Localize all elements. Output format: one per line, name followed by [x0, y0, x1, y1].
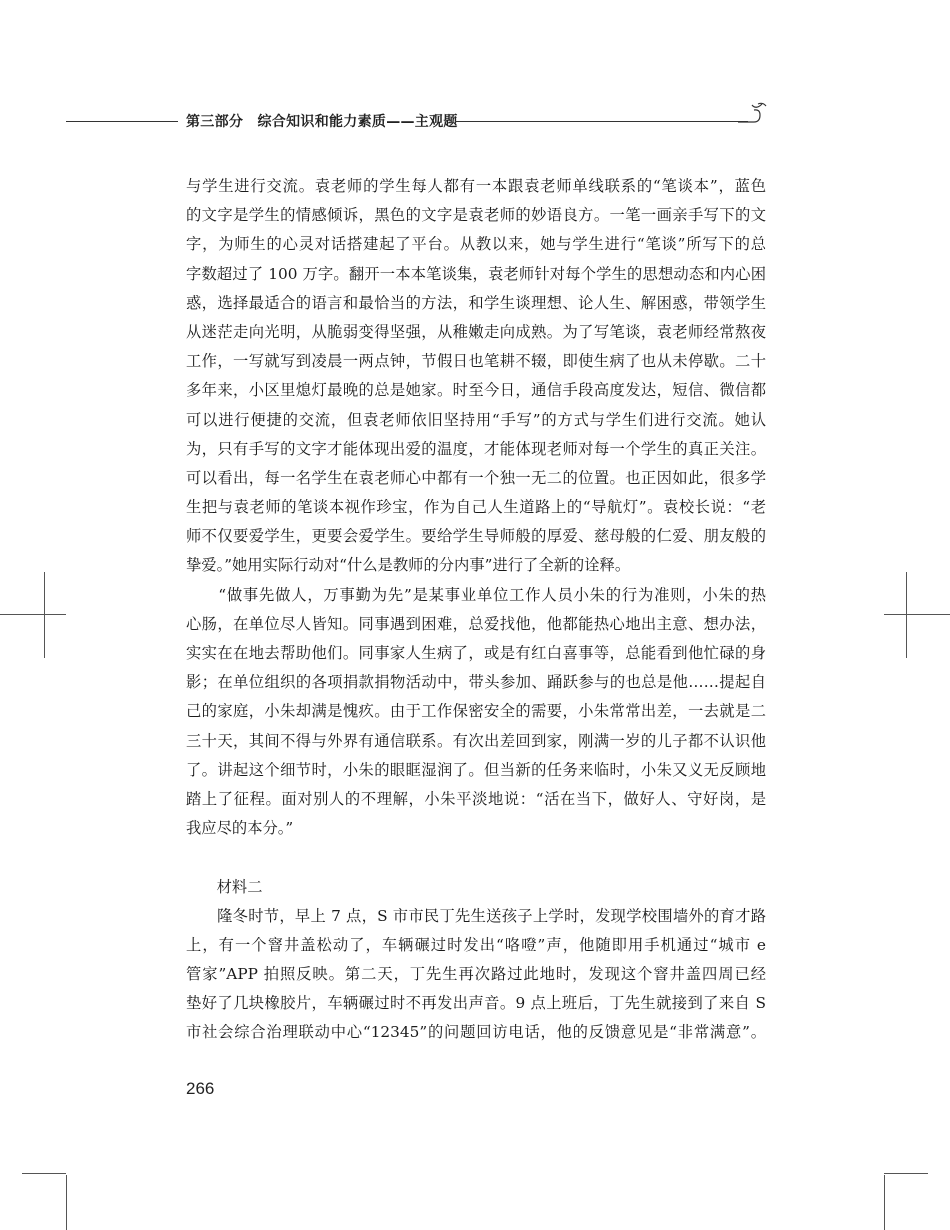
- text-line: 上，有一个窨井盖松动了，车辆碾过时发出“咯噔”声，他随即用手机通过“城市 e: [186, 935, 766, 954]
- text-line: 心肠，在单位尽人皆知。同事遇到困难，总爱找他，他都能热心地出主意、想办法，: [186, 614, 766, 633]
- text-line: 了。讲起这个细节时，小朱的眼眶湿润了。但当新的任务来临时，小朱又义无反顾地: [186, 760, 766, 779]
- text-line: 生把与袁老师的笔谈本视作珍宝，作为自己人生道路上的“导航灯”。袁校长说：“老: [186, 498, 766, 517]
- text-line: 管家”APP 拍照反映。第二天，丁先生再次路过此地时，发现这个窨井盖四周已经: [186, 965, 766, 984]
- page-number: 266: [186, 1079, 215, 1098]
- text-line: 工作，一写就写到凌晨一两点钟，节假日也笔耕不辍，即使生病了也从未停歇。二十: [186, 352, 766, 371]
- text-line: 惑，选择最适合的语言和最恰当的方法，和学生谈理想、论人生、解困惑，带领学生: [186, 293, 766, 312]
- text-line: 可以看出，每一名学生在袁老师心中都有一个独一无二的位置。也正因如此，很多学: [186, 468, 766, 487]
- crop-mark-left-horizontal: [0, 614, 66, 615]
- text-line: 字数超过了 100 万字。翻开一本本笔谈集，袁老师针对每个学生的思想动态和内心困: [186, 264, 766, 283]
- text-line: 影；在单位组织的各项捐款捐物活动中，带头参加、踊跃参与的也总是他……提起自: [186, 673, 766, 692]
- text-line: 实实在在地去帮助他们。同事家人生病了，或是有红白喜事等，总能看到他忙碌的身: [186, 644, 766, 662]
- text-line: 己的家庭，小朱却满是愧疚。由于工作保密安全的需要，小朱常常出差，一去就是二: [186, 702, 766, 721]
- crop-mark-bottom-right: [884, 1173, 928, 1174]
- header-rule-right: [455, 121, 748, 122]
- text-line: 三十天，其间不得与外界有通信联系。有次出差回到家，刚满一岁的儿子都不认识他: [186, 731, 766, 750]
- body-text: [186, 172, 766, 1048]
- header-ornament-icon: [738, 100, 768, 126]
- text-line: 多年来，小区里熄灯最晚的总是她家。时至今日，通信手段高度发达，短信、微信都: [186, 381, 766, 400]
- text-line: 与学生进行交流。袁老师的学生每人都有一本跟袁老师单线联系的“笔谈本”，蓝色: [186, 177, 766, 195]
- section-heading: 材料二: [186, 877, 263, 896]
- running-header-title: 第三部分 综合知识和能力素质——主观题: [186, 114, 458, 130]
- crop-mark-bottom-right-tick: [884, 1175, 885, 1230]
- text-line: 师不仅要爱学生，更要会爱学生。要给学生导师般的厚爱、慈母般的仁爱、朋友般的: [186, 527, 766, 546]
- text-line: 可以进行便捷的交流，但袁老师依旧坚持用“手写”的方式与学生们进行交流。她认: [186, 410, 766, 429]
- crop-mark-right-vertical: [906, 572, 907, 658]
- paragraph-spacer: [186, 843, 766, 872]
- crop-mark-right-horizontal: [884, 614, 950, 615]
- text-line: 踏上了征程。面对别人的不理解，小朱平淡地说：“活在当下，做好人、守好岗，是: [186, 789, 766, 808]
- header-rule-left: [66, 121, 178, 122]
- text-line: “做事先做人，万事勤为先”是某事业单位工作人员小朱的行为准则，小朱的热: [186, 585, 766, 604]
- text-line: 垫好了几块橡胶片，车辆碾过时不再发出声音。9 点上班后，丁先生就接到了来自 S: [186, 994, 766, 1013]
- text-line: 挚爱。”她用实际行动对“什么是教师的分内事”进行了全新的诠释。: [186, 556, 631, 575]
- text-line: 从迷茫走向光明，从脆弱变得坚强，从稚嫩走向成熟。为了写笔谈，袁老师经常熬夜: [186, 322, 766, 341]
- text-line: 的文字是学生的情感倾诉，黑色的文字是袁老师的妙语良方。一笔一画亲手写下的文: [186, 206, 766, 225]
- crop-mark-left-vertical: [44, 572, 45, 658]
- crop-mark-bottom-left: [22, 1173, 66, 1174]
- crop-mark-bottom-left-tick: [66, 1175, 67, 1230]
- paragraph-mr-ding: [186, 902, 766, 1048]
- paragraph-yuan-teacher: [186, 172, 766, 581]
- paragraph-xiao-zhu: [186, 581, 766, 844]
- section-heading-material-two: [186, 873, 766, 902]
- text-line: 我应尽的本分。”: [186, 819, 294, 838]
- text-line: 隆冬时节，早上 7 点，S 市市民丁先生送孩子上学时，发现学校围墙外的育才路: [186, 906, 766, 925]
- text-line: 为，只有手写的文字才能体现出爱的温度，才能体现老师对每一个学生的真正关注。: [186, 439, 766, 458]
- text-line: 字，为师生的心灵对话搭建起了平台。从教以来，她与学生进行“笔谈”所写下的总: [186, 235, 766, 254]
- text-line: 市社会综合治理联动中心“12345”的问题回访电话，他的反馈意见是“非常满意”。: [186, 1023, 766, 1042]
